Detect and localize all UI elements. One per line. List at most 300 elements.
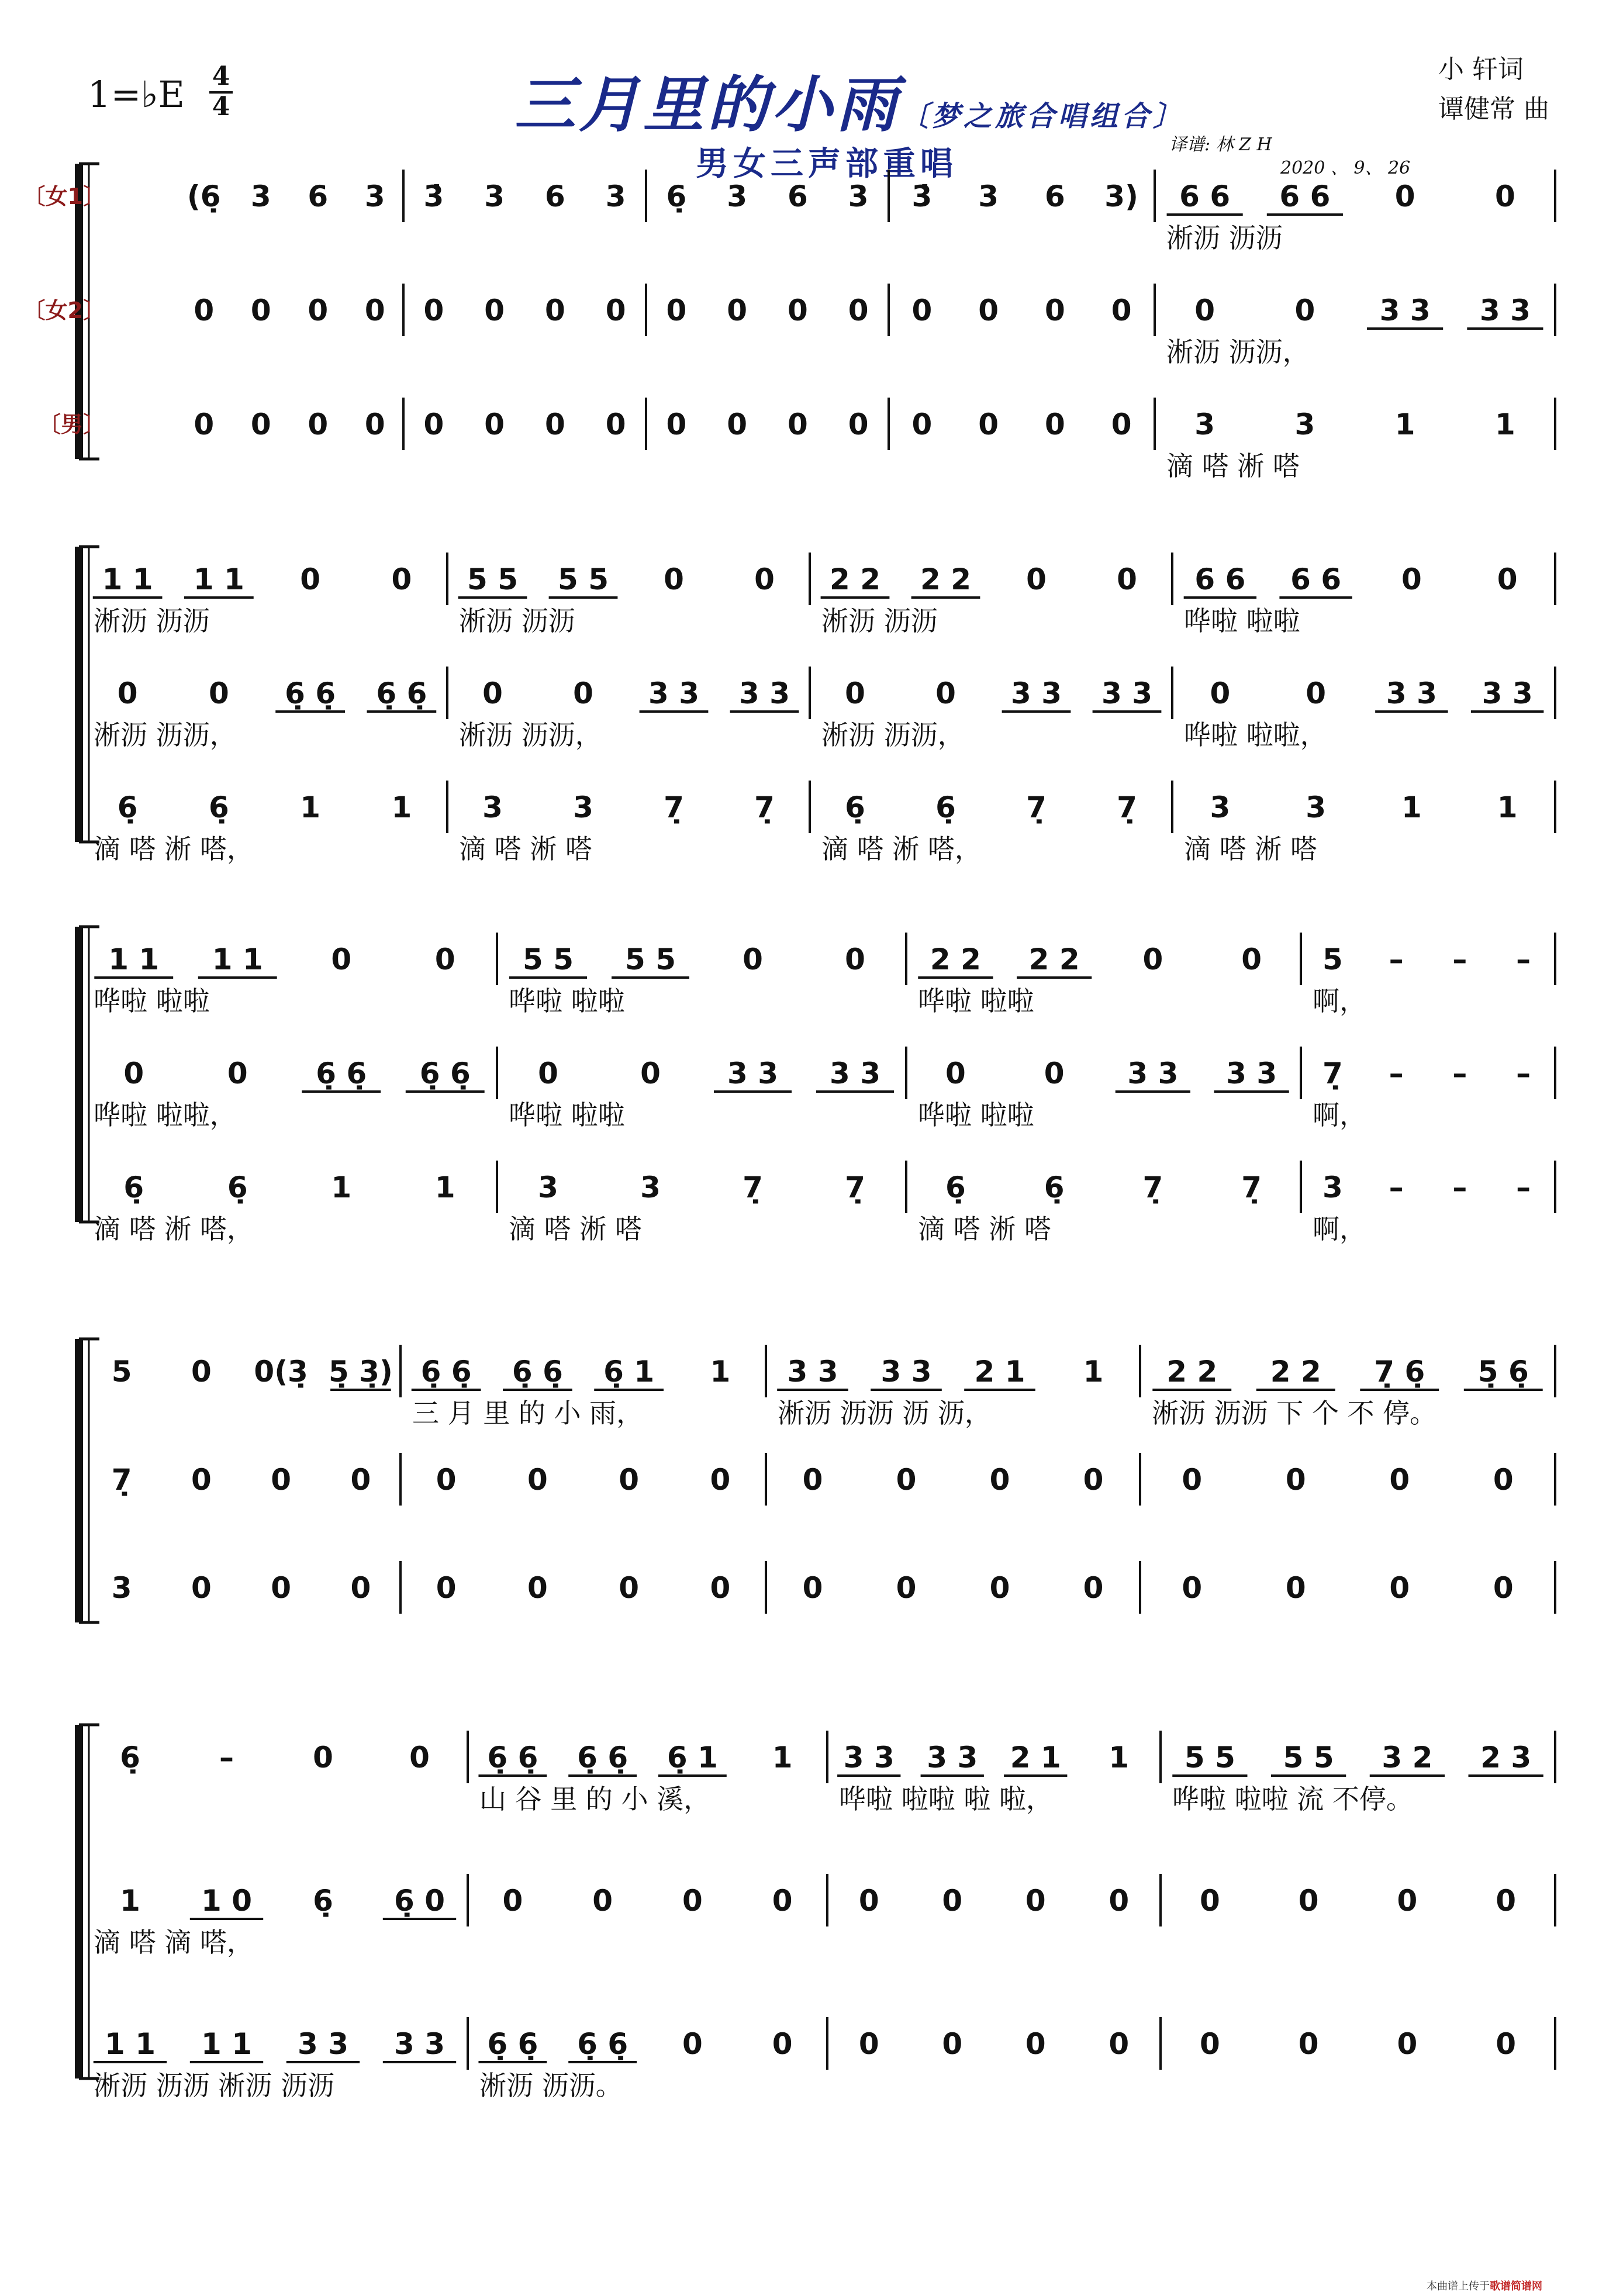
lyric-line: 滴 嗒 滴 嗒，: [94, 1926, 254, 1958]
note-beat: 6 6: [1194, 562, 1246, 596]
lyric-line: 滴 嗒 淅 嗒: [459, 833, 592, 865]
lyric-line: 淅沥 沥沥，: [821, 719, 965, 751]
note-beat: 6̣ 6̣: [487, 2027, 538, 2061]
note-beat: 0: [911, 408, 933, 441]
note-beat: 0: [978, 408, 999, 441]
note-beat: 3 3: [880, 1355, 932, 1389]
note-beat: 6̣ 6̣: [376, 676, 427, 710]
note-beat: 2 3: [1480, 1741, 1532, 1774]
note-beat: 0: [250, 408, 271, 441]
note-beat: 0: [313, 1741, 333, 1774]
note-beat: 0: [605, 408, 626, 441]
note-beat: 3 3: [1011, 676, 1062, 710]
note-beat: 5 5: [625, 942, 676, 976]
key-signature: 1=♭E: [88, 73, 185, 116]
lyric-line: 滴 嗒 淅 嗒: [1184, 833, 1317, 865]
note-beat: 0: [308, 408, 329, 441]
note-beat: 0: [666, 294, 687, 327]
lyricist-credit: 小 轩词: [1438, 54, 1524, 84]
note-beat: 0: [787, 408, 808, 441]
lyric-line: 啊，: [1313, 985, 1366, 1017]
note-beat: 0: [935, 676, 956, 710]
note-beat: 0: [1044, 408, 1065, 441]
note-beat: –: [1452, 1056, 1467, 1090]
note-beat: 1 1: [212, 942, 263, 976]
note-beat: 0: [436, 1463, 457, 1497]
note-beat: 0: [436, 1571, 457, 1605]
note-beat: 3: [250, 179, 271, 213]
note-beat: 0: [754, 562, 775, 596]
note-beat: 3 3: [1127, 1056, 1179, 1090]
note-beat: 0: [423, 408, 444, 441]
note-beat: 2 2: [1166, 1355, 1218, 1389]
note-beat: 0: [538, 1056, 558, 1090]
note-beat: 6̣ 6̣: [487, 1741, 538, 1774]
note-beat: 0: [1182, 1463, 1203, 1497]
lyric-line: 淅沥 沥沥 下 个 不 停。: [1152, 1397, 1437, 1429]
note-beat: 0: [802, 1463, 823, 1497]
note-beat: 5 5: [1184, 1741, 1235, 1774]
lyric-line: 滴 嗒 淅 嗒: [509, 1213, 642, 1245]
note-beat: 0: [364, 294, 385, 327]
note-beat: –: [1516, 1171, 1531, 1204]
note-beat: 0: [308, 294, 329, 327]
note-beat: 6̣: [666, 179, 687, 213]
lyric-line: 啊，: [1313, 1099, 1366, 1131]
note-beat: 0: [1493, 1463, 1514, 1497]
note-beat: 0: [978, 294, 999, 327]
note-beat: 0: [619, 1571, 640, 1605]
note-beat: 0: [682, 2027, 703, 2061]
note-beat: 3: [1322, 1171, 1343, 1204]
note-beat: 3̇: [911, 179, 933, 213]
note-beat: 5̣ 3̣): [328, 1355, 393, 1389]
note-beat: 0: [527, 1571, 548, 1605]
note-beat: 0: [1026, 562, 1047, 596]
lyric-line: 哗啦 啦啦: [918, 985, 1034, 1017]
transcription-date: 2020 、 9、 26: [1280, 158, 1411, 178]
note-beat: 0: [1494, 179, 1515, 213]
footer-watermark: [1427, 2278, 1542, 2293]
note-beat: 3: [364, 179, 385, 213]
note-beat: 0: [208, 676, 229, 710]
note-beat: 0: [544, 408, 565, 441]
note-beat: 3: [573, 790, 593, 824]
time-signature-top: 4: [212, 61, 230, 91]
note-beat: (6̣: [187, 179, 221, 213]
note-beat: 6̣: [227, 1171, 248, 1204]
note-beat: 0: [1199, 2027, 1220, 2061]
note-beat: 7̣: [1241, 1171, 1262, 1204]
note-beat: 0: [482, 676, 503, 710]
note-beat: 0: [727, 408, 748, 441]
note-beat: 0: [1117, 562, 1137, 596]
lyric-line: 淅沥 沥沥: [1166, 222, 1283, 254]
note-beat: 6: [787, 179, 808, 213]
lyric-line: 三 月 里 的 小 雨，: [412, 1397, 644, 1429]
note-beat: 0: [772, 1884, 793, 1918]
note-beat: 6 6: [1290, 562, 1342, 596]
note-beat: 3: [484, 179, 505, 213]
note-beat: 0: [989, 1571, 1010, 1605]
note-beat: 0: [942, 1884, 963, 1918]
note-beat: 0: [1111, 294, 1132, 327]
note-beat: 3 3: [1226, 1056, 1277, 1090]
note-beat: 6̣ 6̣: [420, 1355, 472, 1389]
note-beat: 6: [308, 179, 329, 213]
note-beat: –: [1452, 1171, 1467, 1204]
lyric-line: 哗啦 啦啦，: [1184, 719, 1327, 751]
note-beat: 0: [1397, 1884, 1418, 1918]
note-beat: –: [1452, 942, 1467, 976]
note-beat: 6̣ 6̣: [577, 2027, 629, 2061]
note-beat: 3 3: [727, 1056, 778, 1090]
note-beat: 6̣: [120, 1741, 140, 1774]
note-beat: 0: [666, 408, 687, 441]
note-beat: 0(3̣: [254, 1355, 308, 1389]
note-beat: 0: [484, 408, 505, 441]
note-beat: 6 6: [1279, 179, 1331, 213]
note-beat: 0: [1389, 1571, 1410, 1605]
note-beat: 0: [191, 1571, 212, 1605]
note-beat: 7̣: [845, 1171, 865, 1204]
title-text: 三月里的小雨: [514, 69, 901, 140]
note-beat: 3 3: [648, 676, 699, 710]
note-beat: 0: [1083, 1463, 1104, 1497]
note-beat: 0: [123, 1056, 144, 1090]
lyric-line: 滴 嗒 淅 嗒: [1166, 450, 1300, 482]
note-beat: 6̣: [313, 1884, 333, 1918]
lyric-line: 淅沥 沥沥 沥 沥，: [778, 1397, 992, 1429]
note-beat: 3: [727, 179, 748, 213]
lyric-line: 哗啦 啦啦: [1184, 605, 1300, 637]
note-beat: 6̣ 1: [667, 1741, 718, 1774]
note-beat: 0: [194, 408, 215, 441]
note-beat: 1: [120, 1884, 140, 1918]
note-beat: 3: [640, 1171, 661, 1204]
note-beat: 6̣ 0: [394, 1884, 445, 1918]
note-beat: 5 5: [467, 562, 518, 596]
note-beat: 0: [1142, 942, 1163, 976]
note-beat: 0: [1298, 1884, 1319, 1918]
performer-subtitle: 〔梦之旅合唱组合〕: [900, 100, 1185, 133]
note-beat: 7̣: [754, 790, 775, 824]
note-beat: 0: [727, 294, 748, 327]
note-beat: 6: [1044, 179, 1065, 213]
note-beat: –: [219, 1741, 234, 1774]
note-beat: 0: [1394, 179, 1415, 213]
note-beat: 1: [1494, 408, 1515, 441]
note-beat: 0: [434, 942, 455, 976]
note-beat: 0: [640, 1056, 661, 1090]
note-beat: 3 3: [739, 676, 790, 710]
note-beat: 0: [1401, 562, 1422, 596]
lyric-line: 滴 嗒 淅 嗒: [918, 1213, 1051, 1245]
note-beat: 2 1: [1010, 1741, 1061, 1774]
note-beat: 3 3: [1101, 676, 1152, 710]
note-beat: 6̣: [935, 790, 956, 824]
note-beat: 1 0: [201, 1884, 252, 1918]
note-beat: 0: [845, 676, 865, 710]
note-beat: 7̣: [664, 790, 684, 824]
note-beat: 3: [111, 1571, 132, 1605]
note-beat: 0: [848, 294, 869, 327]
lyric-line: 淅沥 沥沥，: [94, 719, 237, 751]
note-beat: 7̣ 6̣: [1374, 1355, 1425, 1389]
note-beat: 3: [1210, 790, 1231, 824]
note-beat: 6̣ 1: [603, 1355, 655, 1389]
note-beat: 6̣ 6̣: [512, 1355, 563, 1389]
note-beat: 0: [191, 1355, 212, 1389]
lyric-line: 啊，: [1313, 1213, 1366, 1245]
note-beat: 3 3: [927, 1741, 978, 1774]
composer-credit: 谭健常 曲: [1438, 94, 1549, 124]
lyric-line: 淅沥 沥沥 淅沥 沥沥: [94, 2070, 334, 2101]
note-beat: 0: [592, 1884, 613, 1918]
note-beat: 1 1: [102, 562, 153, 596]
lyric-line: 滴 嗒 淅 嗒，: [94, 833, 254, 865]
note-beat: –: [1389, 1171, 1404, 1204]
lyric-line: 哗啦 啦啦: [94, 985, 210, 1017]
note-beat: 0: [802, 1571, 823, 1605]
note-beat: 0: [423, 294, 444, 327]
note-beat: 5 5: [558, 562, 609, 596]
note-beat: 3: [538, 1171, 558, 1204]
note-beat: 0: [605, 294, 626, 327]
note-beat: 1: [434, 1171, 455, 1204]
lyric-line: 哗啦 啦啦 流 不停。: [1172, 1783, 1413, 1815]
note-beat: 5 5: [1283, 1741, 1334, 1774]
note-beat: 0: [300, 562, 321, 596]
note-beat: 0: [194, 294, 215, 327]
note-beat: 0: [227, 1056, 248, 1090]
part-label: 〔女2〕: [23, 298, 105, 323]
note-beat: 1 1: [108, 942, 160, 976]
note-beat: 0: [896, 1571, 917, 1605]
note-beat: 6̣: [845, 790, 865, 824]
lyric-line: 哗啦 啦啦: [509, 1099, 625, 1131]
part-label: 〔男〕: [38, 412, 105, 437]
note-beat: 0: [710, 1571, 731, 1605]
note-beat: 0: [1025, 2027, 1046, 2061]
note-beat: 0: [1194, 294, 1215, 327]
note-beat: 0: [848, 408, 869, 441]
note-beat: 0: [911, 294, 933, 327]
note-beat: 0: [1210, 676, 1231, 710]
note-beat: 0: [1493, 1571, 1514, 1605]
note-beat: 0: [1306, 676, 1327, 710]
note-beat: 0: [896, 1463, 917, 1497]
note-beat: 7̣: [1322, 1056, 1343, 1090]
note-beat: 6̣: [117, 790, 138, 824]
note-beat: 3: [605, 179, 626, 213]
note-beat: 1 1: [193, 562, 244, 596]
note-beat: 7̣: [1117, 790, 1137, 824]
note-beat: 1 1: [105, 2027, 156, 2061]
note-beat: 0: [945, 1056, 966, 1090]
lyric-line: 山 谷 里 的 小 溪，: [479, 1783, 711, 1815]
note-beat: 0: [1044, 294, 1065, 327]
note-beat: 3 3: [1479, 294, 1531, 327]
note-beat: 0: [1025, 1884, 1046, 1918]
note-beat: 0: [250, 294, 271, 327]
note-beat: 3 3: [787, 1355, 838, 1389]
note-beat: 0: [772, 2027, 793, 2061]
note-beat: 0: [845, 942, 865, 976]
note-beat: 5: [111, 1355, 132, 1389]
note-beat: 0: [484, 294, 505, 327]
note-beat: 0: [1109, 2027, 1130, 2061]
note-beat: 6̣: [208, 790, 229, 824]
note-beat: 6̣ 6̣: [577, 1741, 629, 1774]
note-beat: 0: [787, 294, 808, 327]
note-beat: 0: [619, 1463, 640, 1497]
lyric-line: 淅沥 沥沥，: [1166, 336, 1310, 368]
note-beat: 0: [664, 562, 684, 596]
note-beat: 0: [1294, 294, 1315, 327]
note-beat: 3: [978, 179, 999, 213]
note-beat: 6̣: [945, 1171, 966, 1204]
note-beat: 2 2: [830, 562, 880, 596]
note-beat: 1: [1109, 1741, 1130, 1774]
note-beat: 5̣ 6̣: [1477, 1355, 1529, 1389]
note-beat: 0: [1285, 1571, 1306, 1605]
note-beat: 1: [331, 1171, 352, 1204]
note-beat: 0: [409, 1741, 430, 1774]
lyric-line: 淅沥 沥沥: [459, 605, 575, 637]
note-beat: 1: [1394, 408, 1415, 441]
lyric-line: 滴 嗒 淅 嗒，: [821, 833, 982, 865]
note-beat: 0: [858, 2027, 879, 2061]
note-beat: 0: [191, 1463, 212, 1497]
note-beat: 0: [1298, 2027, 1319, 2061]
lyric-line: 哗啦 啦啦: [509, 985, 625, 1017]
lyric-line: 淅沥 沥沥，: [459, 719, 602, 751]
note-beat: 0: [1397, 2027, 1418, 2061]
note-beat: 0: [502, 1884, 523, 1918]
note-beat: 3 3: [1386, 676, 1437, 710]
note-beat: 0: [1496, 1884, 1517, 1918]
note-beat: 0: [1496, 2027, 1517, 2061]
note-beat: 2 2: [1270, 1355, 1321, 1389]
note-beat: 1: [1401, 790, 1422, 824]
note-beat: 3: [848, 179, 869, 213]
note-beat: 0: [364, 408, 385, 441]
time-signature-bottom: 4: [212, 92, 230, 122]
note-beat: 0: [1182, 1571, 1203, 1605]
lyric-line: 滴 嗒 淅 嗒，: [94, 1213, 254, 1245]
note-beat: 6̣: [123, 1171, 144, 1204]
note-beat: 3: [482, 790, 503, 824]
note-beat: 2 2: [920, 562, 971, 596]
note-beat: 0: [710, 1463, 731, 1497]
note-beat: 0: [1111, 408, 1132, 441]
note-beat: 0: [743, 942, 763, 976]
footer-brand: 歌谱简谱网: [1490, 2280, 1542, 2292]
lyric-line: 淅沥 沥沥: [821, 605, 938, 637]
note-beat: 0: [527, 1463, 548, 1497]
note-beat: 0: [1044, 1056, 1065, 1090]
note-beat: 1 1: [201, 2027, 252, 2061]
note-beat: 7̣: [111, 1463, 132, 1497]
note-beat: 0: [1199, 1884, 1220, 1918]
note-beat: 3: [1306, 790, 1327, 824]
note-beat: 0: [350, 1463, 371, 1497]
note-beat: 3̇: [423, 179, 444, 213]
note-beat: 1: [772, 1741, 793, 1774]
note-beat: 7̣: [743, 1171, 763, 1204]
note-beat: 0: [1083, 1571, 1104, 1605]
note-beat: 0: [350, 1571, 371, 1605]
note-beat: 2 2: [1028, 942, 1080, 976]
note-beat: 1: [710, 1355, 731, 1389]
lyric-line: 淅沥 沥沥。: [479, 2070, 623, 2101]
note-beat: 0: [1497, 562, 1518, 596]
transcriber-credit: 译谱: 林 Z H: [1169, 134, 1272, 155]
note-beat: 7̣: [1026, 790, 1047, 824]
note-beat: 0: [573, 676, 593, 710]
note-beat: 1: [391, 790, 412, 824]
lyric-line: 淅沥 沥沥: [94, 605, 210, 637]
part-label: 〔女1〕: [23, 184, 105, 209]
note-beat: 0: [989, 1463, 1010, 1497]
note-beat: 3 3: [843, 1741, 895, 1774]
note-beat: 0: [1109, 1884, 1130, 1918]
note-beat: 3 3: [1482, 676, 1533, 710]
note-beat: –: [1389, 942, 1404, 976]
note-beat: 0: [858, 1884, 879, 1918]
note-beat: 1: [1497, 790, 1518, 824]
note-beat: 0: [271, 1571, 292, 1605]
note-beat: 3: [1194, 408, 1215, 441]
note-beat: 0: [117, 676, 138, 710]
note-beat: –: [1516, 942, 1531, 976]
note-beat: –: [1516, 1056, 1531, 1090]
lyric-line: 哗啦 啦啦，: [94, 1099, 237, 1131]
note-beat: 3): [1104, 179, 1138, 213]
note-beat: 1: [1083, 1355, 1104, 1389]
note-beat: 6̣ 6̣: [285, 676, 336, 710]
note-beat: 0: [682, 1884, 703, 1918]
note-beat: 0: [544, 294, 565, 327]
note-beat: 3: [1294, 408, 1315, 441]
lyric-line: 哗啦 啦啦 啦 啦，: [839, 1783, 1053, 1815]
note-beat: 3 3: [1379, 294, 1431, 327]
note-beat: 0: [271, 1463, 292, 1497]
note-beat: 6: [544, 179, 565, 213]
note-beat: 7̣: [1142, 1171, 1163, 1204]
note-beat: 0: [1241, 942, 1262, 976]
note-beat: 0: [942, 2027, 963, 2061]
lyric-line: 哗啦 啦啦: [918, 1099, 1034, 1131]
note-beat: 3 3: [298, 2027, 348, 2061]
note-beat: 3 2: [1382, 1741, 1433, 1774]
note-beat: 1: [300, 790, 321, 824]
footer-text: 本曲谱上传于: [1427, 2280, 1490, 2292]
note-beat: –: [1389, 1056, 1404, 1090]
note-beat: 6̣ 6̣: [316, 1056, 367, 1090]
note-beat: 6̣: [1044, 1171, 1065, 1204]
note-beat: 0: [331, 942, 352, 976]
note-beat: 2 2: [930, 942, 981, 976]
note-beat: 5: [1322, 942, 1343, 976]
note-beat: 0: [1389, 1463, 1410, 1497]
arrangement-label: 男女三声部重唱: [696, 145, 958, 183]
note-beat: 6̣ 6̣: [419, 1056, 471, 1090]
note-beat: 0: [1285, 1463, 1306, 1497]
note-beat: 6 6: [1179, 179, 1231, 213]
note-beat: 5 5: [523, 942, 574, 976]
